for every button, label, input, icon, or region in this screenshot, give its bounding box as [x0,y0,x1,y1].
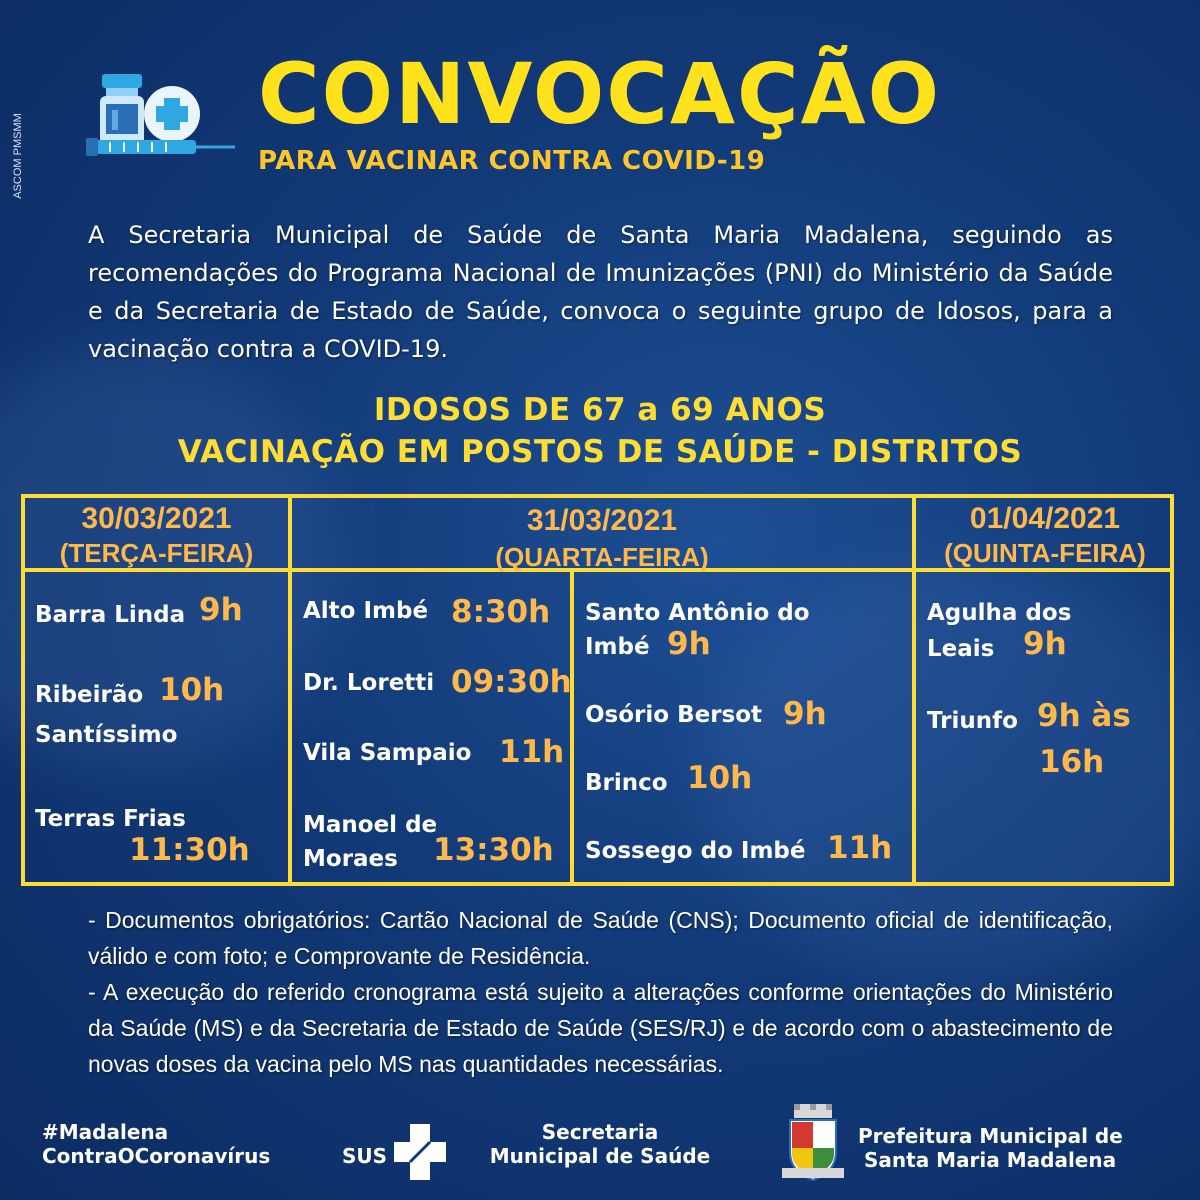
place-name: Santíssimo [35,722,178,748]
location-headline: VACINAÇÃO EM POSTOS DE SAÚDE - DISTRITOS [177,434,1023,470]
day-weekday: (QUARTA-FEIRA) [495,542,709,572]
place-name: Triunfo [927,708,1018,734]
place-name: Vila Sampaio [303,740,472,766]
time-slot: 8:30h [451,594,551,630]
table-divider [570,572,574,882]
day-date: 31/03/2021 [526,504,678,537]
syringe-icon [86,138,235,156]
note-schedule-changes: - A execução do referido cronograma está sujeito a alterações conforme orientações do Ministério da Saúde (MS) e da Secretaria de Estado de Saúde (SES/RJ) e de acordo com o abastecimento de novas doses da vacina pelo MS nas quantidades necessárias. [88,979,1113,1077]
intro-paragraph: A Secretaria Municipal de Saúde de Santa Maria Madalena, seguindo as recomendações do Programa Nacional de Imunizações (PNI) do Ministério da Saúde e da Secretaria de Estado de Saúde, convoca o seguinte grupo de Idosos, para a vacinação contra a COVID-19. [88,221,1113,363]
time-slot: 09:30h [451,664,572,700]
time-slot: 9h [1023,626,1067,662]
day-date: 30/03/2021 [81,502,232,535]
place-name: Alto Imbé [303,598,429,624]
hashtag-line: #Madalena [42,1120,169,1144]
place-name: Brinco [585,770,668,796]
secretaria-logo-text [480,1120,720,1168]
place-name: Leais [927,636,995,662]
day-weekday: (QUINTA-FEIRA) [944,538,1146,568]
place-name: Osório Bersot [585,702,763,728]
place-name: Dr. Loretti [303,670,435,696]
time-slot: 10h [687,760,753,796]
side-credit-text: ASCOM PMSMM [12,113,24,199]
day-weekday: (TERÇA-FEIRA) [59,538,254,568]
time-slot: 11h [499,734,565,770]
time-slot: 9h [199,592,243,628]
hashtag [42,1120,270,1168]
place-name: Terras Frias [35,806,186,832]
sus-logo-text: SUS [342,1144,388,1168]
notes [88,902,1113,1082]
page-title: CONVOCAÇÃO [258,45,942,143]
time-slot: 13:30h [433,832,554,868]
place-name: Ribeirão [35,682,144,708]
place-name: Sossego do Imbé [585,838,806,864]
time-slot: 11h [827,830,893,866]
prefeitura-line: Santa Maria Madalena [864,1148,1117,1172]
group-headline: IDOSOS DE 67 a 69 ANOS [373,392,827,428]
sus-logo [342,1122,452,1182]
place-name: Agulha dos [927,600,1072,626]
place-name: Imbé [585,634,650,660]
place-name: Santo Antônio do [585,600,810,626]
schedule-table [21,494,1174,886]
secretaria-line: Secretaria [541,1120,659,1144]
time-slot: 16h [1039,744,1105,780]
sus-cross-icon [392,1122,448,1182]
vaccine-vial-icon [80,70,240,170]
hashtag-line: ContraOCoronavírus [42,1144,271,1168]
time-slot: 9h [783,696,827,732]
place-name: Moraes [303,846,398,872]
place-name: Barra Linda [35,602,186,628]
municipal-crest-icon [780,1102,846,1188]
time-slot: 9h [667,626,711,662]
time-slot: 11:30h [129,832,250,868]
day-date: 01/04/2021 [969,502,1121,535]
page-subtitle: PARA VACINAR CONTRA COVID-19 [258,146,766,176]
secretaria-line: Municipal de Saúde [489,1144,711,1168]
note-documents: - Documentos obrigatórios: Cartão Nacional de Saúde (CNS); Documento oficial de identificação, válido e com foto; e Comprovante de Residência. [88,907,1113,969]
time-slot: 9h às [1037,698,1131,734]
side-credit [4,96,32,216]
prefeitura-line: Prefeitura Municipal de [858,1124,1123,1148]
time-slot: 10h [159,672,225,708]
prefeitura-logo-text [858,1124,1123,1172]
place-name: Manoel de [303,812,438,838]
